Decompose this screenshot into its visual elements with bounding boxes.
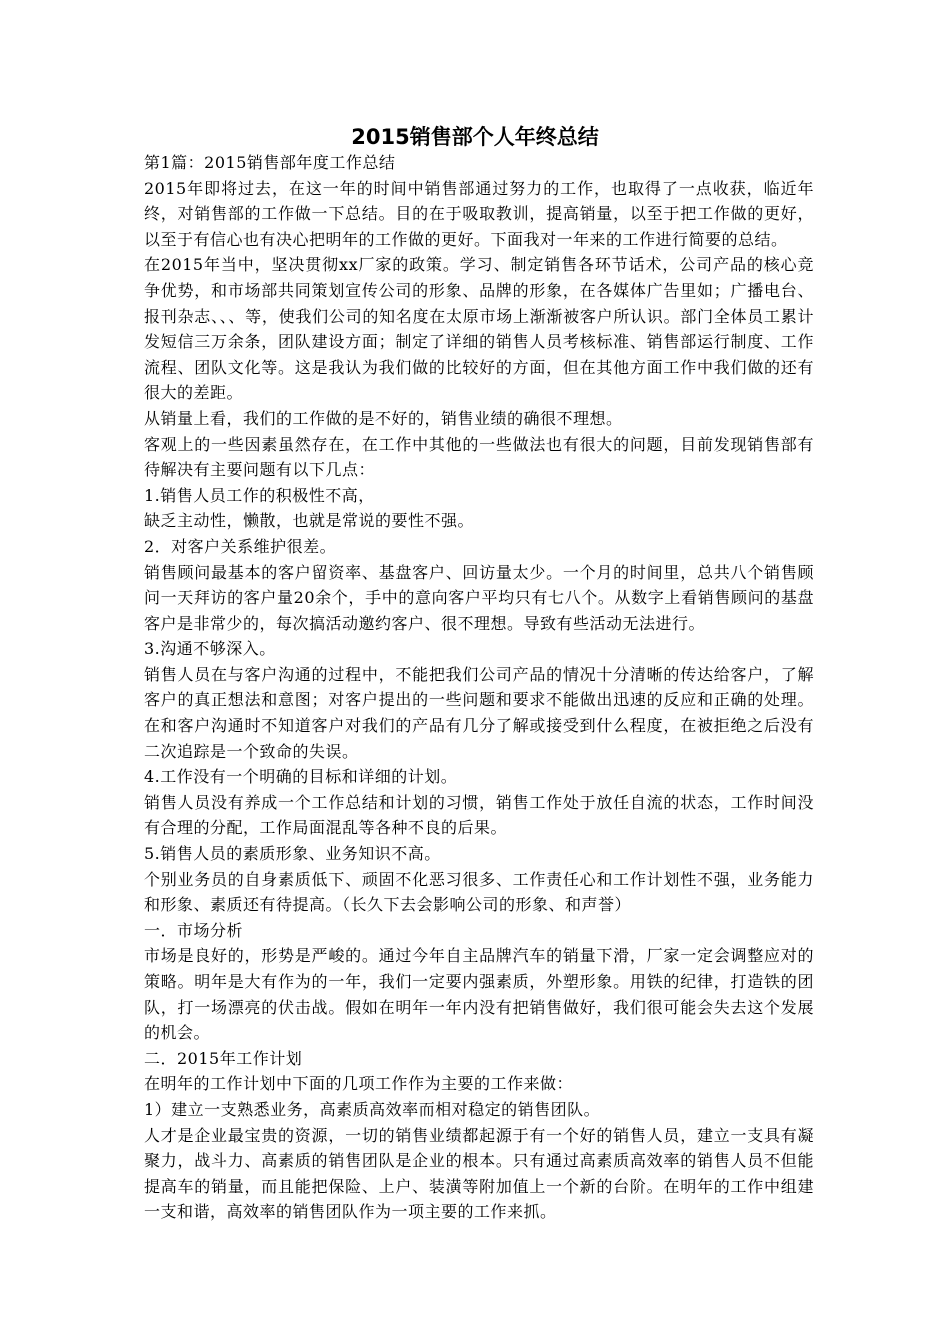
problem-heading-4: 4.工作没有一个明确的目标和详细的计划。 [144, 767, 458, 787]
problem-heading-5: 5.销售人员的素质形象、业务知识不高。 [144, 844, 441, 864]
section-heading-work-plan: 二．2015年工作计划 [144, 1048, 303, 1068]
plan-item-text-1: 人才是企业最宝贵的资源，一切的销售业绩都起源于有一个好的销售人员，建立一支具有凝聚力，战斗力、高素质的销售团队是企业的根本。只有通过高素质高效率的销售人员不但能提高车的销量，而且能把保险、上户、装潢等附加值上一个新的台阶。在明年的工作中组建一支和谐，高效率的销售团队作为一项主要的工作来抓。 [144, 1125, 814, 1222]
document-body [144, 150, 814, 1225]
problem-heading-3: 3.沟通不够深入。 [144, 639, 276, 659]
problem-text-4: 销售人员没有养成一个工作总结和计划的习惯，销售工作处于放任自流的状态，工作时间没有合理的分配，工作局面混乱等各种不良的后果。 [144, 792, 814, 838]
problem-text-3: 销售人员在与客户沟通的过程中，不能把我们公司产品的情况十分清晰的传达给客户，了解客户的真正想法和意图；对客户提出的一些问题和要求不能做出迅速的反应和正确的处理。在和客户沟通时不知道客户对我们的产品有几分了解或接受到什么程度，在被拒绝之后没有二次追踪是一个致命的失误。 [144, 664, 814, 761]
document-title: 2015销售部个人年终总结 [351, 125, 599, 149]
paragraph-problems-intro: 客观上的一些因素虽然存在，在工作中其他的一些做法也有很大的问题，目前发现销售部有待解决有主要问题有以下几点： [144, 434, 814, 480]
problem-text-5: 个别业务员的自身素质低下、顽固不化恶习很多、工作责任心和工作计划性不强，业务能力和形象、素质还有待提高。（长久下去会影响公司的形象、和声誉） [144, 869, 814, 915]
section-heading-part1: 第1篇：2015销售部年度工作总结 [144, 153, 396, 172]
paragraph-sales-volume: 从销量上看，我们的工作做的是不好的，销售业绩的确很不理想。 [144, 408, 623, 428]
paragraph-work-plan-intro: 在明年的工作计划中下面的几项工作作为主要的工作来做： [144, 1074, 574, 1094]
paragraph-intro: 2015年即将过去，在这一年的时间中销售部通过努力的工作，也取得了一点收获，临近年终，对销售部的工作做一下总结。目的在于吸取教训，提高销量，以至于把工作做的更好，以至于有信心也有决心把明年的工作做的更好。下面我对一年来的工作进行简要的总结。 [144, 178, 814, 249]
plan-item-heading-1: 1）建立一支熟悉业务，高素质高效率而相对稳定的销售团队。 [144, 1099, 601, 1119]
section-heading-market-analysis: 一．市场分析 [144, 920, 244, 940]
paragraph-achievements: 在2015年当中，坚决贯彻xx厂家的政策。学习、制定销售各环节话术，公司产品的核心竞争优势，和市场部共同策划宣传公司的形象、品牌的形象，在各媒体广告里如；广播电台、报刊杂志、、、等，使我们公司的知名度在太原市场上渐渐被客户所认识。部门全体员工累计发短信三万余条，团队建设方面；制定了详细的销售人员考核标准、销售部运行制度、工作流程、团队文化等。这是我认为我们做的比较好的方面，但在其他方面工作中我们做的还有很大的差距。 [144, 255, 814, 403]
problem-text-2: 销售顾问最基本的客户留资率、基盘客户、回访量太少。一个月的时间里，总共八个销售顾问一天拜访的客户量20余个，手中的意向客户平均只有七八个。从数字上看销售顾问的基盘客户是非常少的，每次搞活动邀约客户、很不理想。导致有些活动无法进行。 [144, 562, 814, 633]
paragraph-market-analysis: 市场是良好的，形势是严峻的。通过今年自主品牌汽车的销量下滑，厂家一定会调整应对的策略。明年是大有作为的一年，我们一定要内强素质，外塑形象。用铁的纪律，打造铁的团队，打一场漂亮的伏击战。假如在明年一年内没有把销售做好，我们很可能会失去这个发展的机会。 [144, 946, 814, 1043]
problem-heading-1: 1.销售人员工作的积极性不高， [144, 485, 375, 505]
problem-heading-2: 2．对客户关系维护很差。 [144, 536, 337, 556]
problem-text-1: 缺乏主动性，懒散，也就是常说的要性不强。 [144, 511, 475, 531]
